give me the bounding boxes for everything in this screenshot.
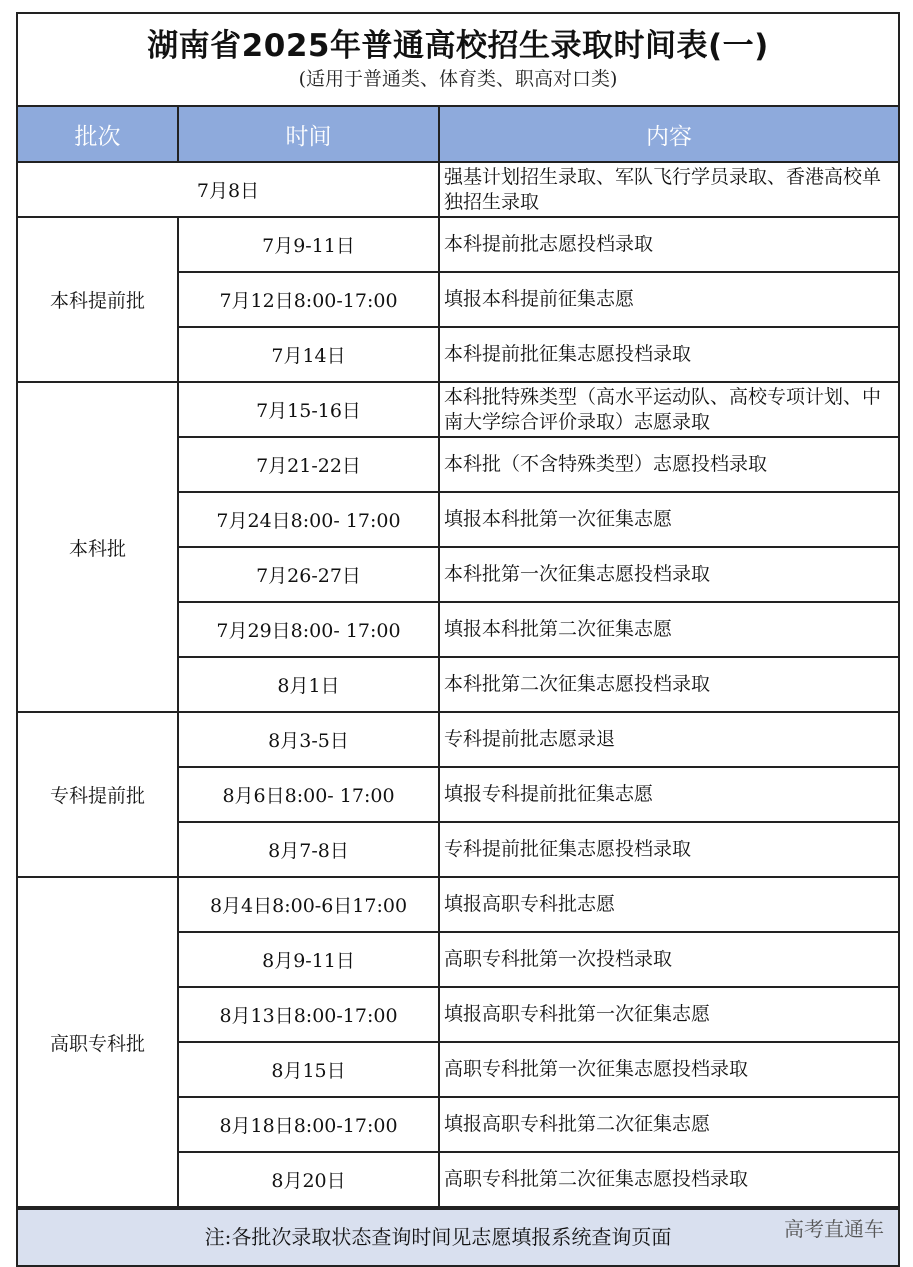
time-cell: 7月9-11日 bbox=[178, 217, 439, 272]
time-cell: 7月24日8:00- 17:00 bbox=[178, 492, 439, 547]
content-cell: 高职专科批第一次投档录取 bbox=[439, 932, 898, 987]
content-cell: 本科提前批征集志愿投档录取 bbox=[439, 327, 898, 382]
content-cell: 高职专科批第二次征集志愿投档录取 bbox=[439, 1152, 898, 1207]
table-row bbox=[18, 877, 898, 932]
time-cell: 7月29日8:00- 17:00 bbox=[178, 602, 439, 657]
time-cell: 7月14日 bbox=[178, 327, 439, 382]
watermark: 高考直通车 bbox=[784, 1217, 884, 1241]
header-batch: 批次 bbox=[18, 107, 178, 162]
batch-cell: 本科批 bbox=[18, 382, 178, 712]
time-cell: 8月9-11日 bbox=[178, 932, 439, 987]
table-row bbox=[18, 382, 898, 437]
table-row bbox=[18, 712, 898, 767]
time-cell: 8月13日8:00-17:00 bbox=[178, 987, 439, 1042]
content-cell: 本科批第二次征集志愿投档录取 bbox=[439, 657, 898, 712]
time-cell: 8月18日8:00-17:00 bbox=[178, 1097, 439, 1152]
time-cell: 7月26-27日 bbox=[178, 547, 439, 602]
time-cell: 8月3-5日 bbox=[178, 712, 439, 767]
batch-cell: 专科提前批 bbox=[18, 712, 178, 877]
table-header-row bbox=[18, 107, 898, 162]
time-cell: 8月15日 bbox=[178, 1042, 439, 1097]
content-cell: 填报高职专科批第二次征集志愿 bbox=[439, 1097, 898, 1152]
content-cell: 填报高职专科批志愿 bbox=[439, 877, 898, 932]
footer-note: 注:各批次录取状态查询时间见志愿填报系统查询页面 bbox=[204, 1225, 672, 1249]
time-cell: 8月4日8:00-6日17:00 bbox=[178, 877, 439, 932]
content-cell: 填报高职专科批第一次征集志愿 bbox=[439, 987, 898, 1042]
batch-cell: 本科提前批 bbox=[18, 217, 178, 382]
page-title: 湖南省2025年普通高校招生录取时间表(一) bbox=[147, 28, 769, 64]
time-cell: 7月12日8:00-17:00 bbox=[178, 272, 439, 327]
time-cell: 8月6日8:00- 17:00 bbox=[178, 767, 439, 822]
schedule-sheet bbox=[16, 12, 900, 1267]
time-cell: 8月20日 bbox=[178, 1152, 439, 1207]
title-box bbox=[18, 14, 898, 107]
content-cell: 填报本科提前征集志愿 bbox=[439, 272, 898, 327]
content-cell: 本科批（不含特殊类型）志愿投档录取 bbox=[439, 437, 898, 492]
time-cell: 8月1日 bbox=[178, 657, 439, 712]
table-row bbox=[18, 217, 898, 272]
time-cell: 8月7-8日 bbox=[178, 822, 439, 877]
page-subtitle: (适用于普通类、体育类、职高对口类) bbox=[298, 68, 618, 90]
content-cell: 本科批第一次征集志愿投档录取 bbox=[439, 547, 898, 602]
batch-cell: 高职专科批 bbox=[18, 877, 178, 1207]
content-cell: 高职专科批第一次征集志愿投档录取 bbox=[439, 1042, 898, 1097]
time-cell: 7月8日 bbox=[18, 162, 439, 217]
content-cell: 填报本科批第一次征集志愿 bbox=[439, 492, 898, 547]
content-cell: 本科批特殊类型（高水平运动队、高校专项计划、中南大学综合评价录取）志愿录取 bbox=[439, 382, 898, 437]
content-cell: 专科提前批征集志愿投档录取 bbox=[439, 822, 898, 877]
header-content: 内容 bbox=[439, 107, 898, 162]
content-cell: 填报专科提前批征集志愿 bbox=[439, 767, 898, 822]
time-cell: 7月21-22日 bbox=[178, 437, 439, 492]
content-cell: 强基计划招生录取、军队飞行学员录取、香港高校单独招生录取 bbox=[439, 162, 898, 217]
table-row bbox=[18, 162, 898, 217]
schedule-table bbox=[18, 107, 898, 1208]
content-cell: 本科提前批志愿投档录取 bbox=[439, 217, 898, 272]
time-cell: 7月15-16日 bbox=[178, 382, 439, 437]
header-time: 时间 bbox=[178, 107, 439, 162]
content-cell: 填报本科批第二次征集志愿 bbox=[439, 602, 898, 657]
footer-note-bar bbox=[18, 1208, 898, 1265]
content-cell: 专科提前批志愿录退 bbox=[439, 712, 898, 767]
